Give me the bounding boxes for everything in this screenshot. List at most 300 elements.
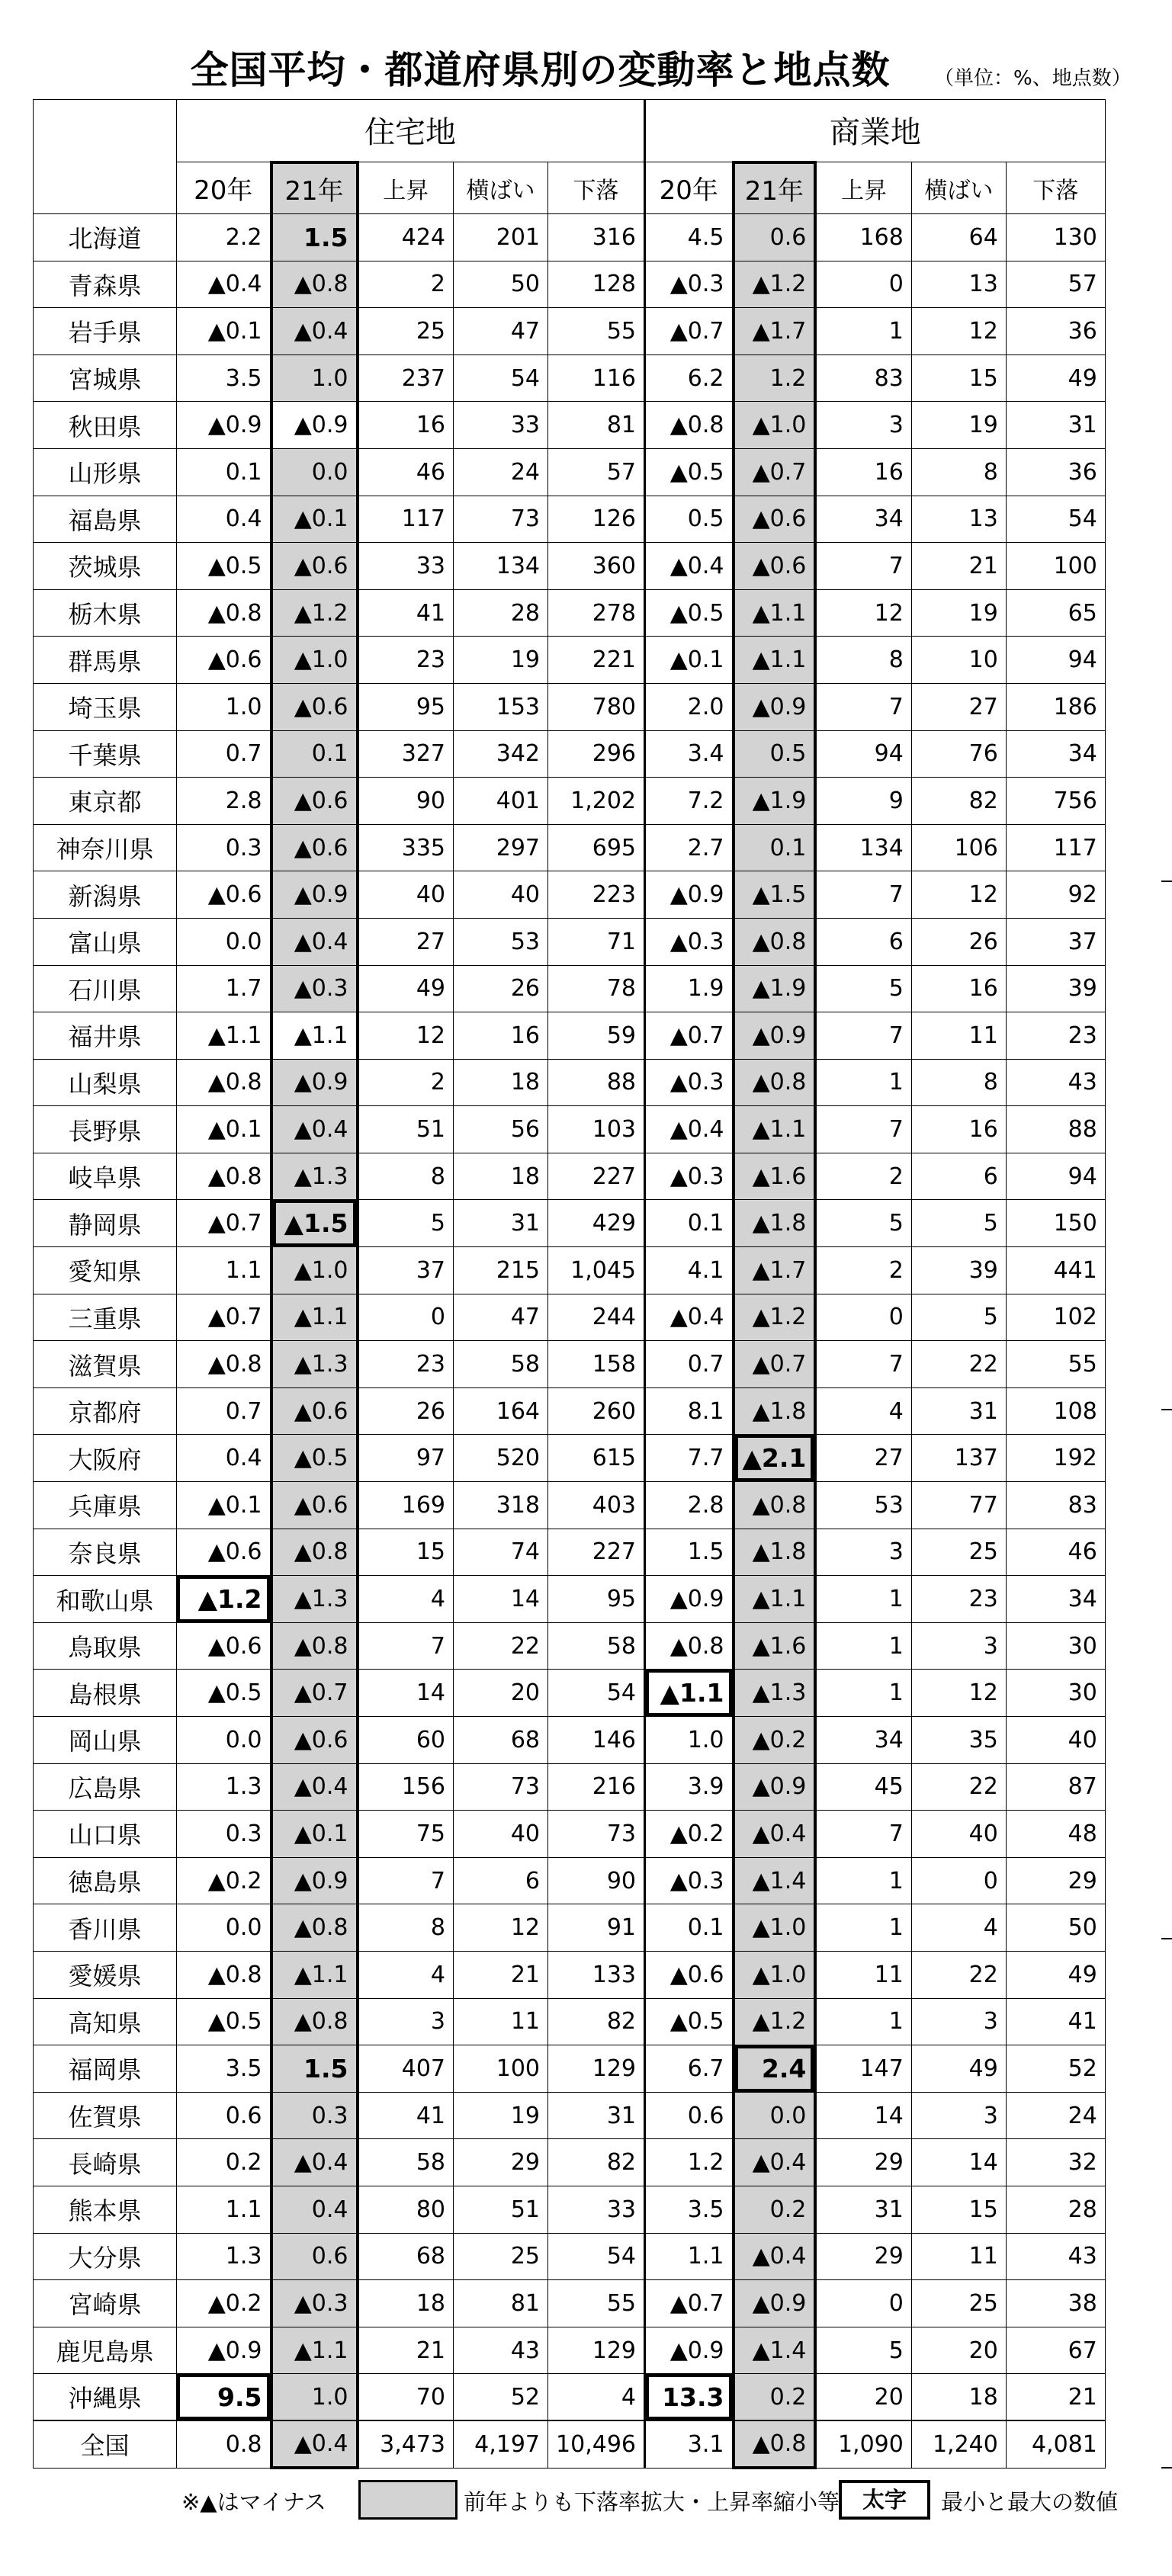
cell-res-21: ▲1.1 — [271, 2327, 358, 2374]
table-row — [34, 730, 1106, 778]
table-row — [34, 543, 1106, 590]
cell-res-down: 1,045 — [548, 1247, 645, 1294]
margin-tick — [1161, 1938, 1172, 1939]
pref-name: 山梨県 — [34, 1059, 177, 1106]
cell-res-up: 117 — [358, 496, 454, 543]
cell-res-20: 1.1 — [177, 1247, 271, 1294]
price-change-table — [33, 99, 1106, 2469]
cell-com-down: 54 — [1006, 496, 1105, 543]
cell-com-21: ▲1.8 — [734, 1387, 816, 1435]
cell-res-up: 70 — [358, 2374, 454, 2421]
cell-com-21: ▲1.5 — [734, 871, 816, 919]
legend — [0, 2478, 1172, 2523]
cell-res-up: 80 — [358, 2186, 454, 2233]
cell-res-flat: 14 — [454, 1576, 548, 1623]
table-row — [34, 1857, 1106, 1904]
table-row — [34, 1247, 1106, 1294]
table-row — [34, 637, 1106, 684]
cell-com-20: ▲0.9 — [645, 1576, 734, 1623]
pref-name: 茨城県 — [34, 543, 177, 590]
cell-com-20: 7.7 — [645, 1435, 734, 1482]
cell-com-flat: 137 — [911, 1435, 1006, 1482]
cell-com-up: 14 — [815, 2092, 911, 2139]
cell-res-21: ▲0.4 — [271, 2139, 358, 2186]
pref-name: 静岡県 — [34, 1200, 177, 1247]
cell-res-21: ▲0.4 — [271, 308, 358, 355]
cell-res-21: ▲0.4 — [271, 1763, 358, 1811]
cell-com-flat: 8 — [911, 448, 1006, 496]
cell-com-up: 9 — [815, 778, 911, 825]
cell-res-flat: 134 — [454, 543, 548, 590]
cell-res-21: ▲0.4 — [271, 2420, 358, 2468]
pref-name: 岐阜県 — [34, 1153, 177, 1200]
cell-com-21: ▲1.1 — [734, 637, 816, 684]
cell-res-up: 8 — [358, 1153, 454, 1200]
subheader-res-21: 21年 — [271, 162, 358, 214]
cell-res-20: ▲0.8 — [177, 1059, 271, 1106]
cell-com-flat: 35 — [911, 1717, 1006, 1764]
cell-res-flat: 54 — [454, 354, 548, 402]
cell-com-up: 134 — [815, 824, 911, 871]
cell-res-flat: 50 — [454, 261, 548, 308]
cell-res-up: 23 — [358, 1341, 454, 1388]
pref-name: 埼玉県 — [34, 683, 177, 730]
cell-res-up: 33 — [358, 543, 454, 590]
cell-res-21: ▲0.3 — [271, 965, 358, 1012]
cell-res-20: 0.3 — [177, 824, 271, 871]
pref-name: 香川県 — [34, 1904, 177, 1952]
cell-com-flat: 82 — [911, 778, 1006, 825]
cell-com-down: 441 — [1006, 1247, 1105, 1294]
cell-com-down: 108 — [1006, 1387, 1105, 1435]
pref-name: 徳島県 — [34, 1857, 177, 1904]
cell-com-flat: 25 — [911, 2280, 1006, 2327]
cell-com-up: 29 — [815, 2233, 911, 2280]
cell-com-20: ▲0.8 — [645, 1622, 734, 1670]
cell-res-down: 278 — [548, 589, 645, 637]
cell-res-20: 0.4 — [177, 1435, 271, 1482]
cell-res-up: 97 — [358, 1435, 454, 1482]
cell-com-down: 36 — [1006, 308, 1105, 355]
pref-name: 神奈川県 — [34, 824, 177, 871]
cell-res-flat: 6 — [454, 1857, 548, 1904]
cell-com-down: 88 — [1006, 1106, 1105, 1153]
cell-com-20: 0.7 — [645, 1341, 734, 1388]
cell-res-20: ▲0.6 — [177, 1622, 271, 1670]
cell-res-flat: 18 — [454, 1153, 548, 1200]
cell-com-down: 65 — [1006, 589, 1105, 637]
cell-res-down: 129 — [548, 2045, 645, 2093]
cell-com-flat: 12 — [911, 871, 1006, 919]
cell-res-up: 3 — [358, 1998, 454, 2045]
cell-res-flat: 153 — [454, 683, 548, 730]
cell-res-flat: 28 — [454, 589, 548, 637]
table-row — [34, 1387, 1106, 1435]
cell-com-20: 6.7 — [645, 2045, 734, 2093]
cell-com-20: ▲0.4 — [645, 1294, 734, 1341]
cell-res-flat: 12 — [454, 1904, 548, 1952]
subheader-res-up: 上昇 — [358, 162, 454, 214]
cell-res-flat: 40 — [454, 1811, 548, 1858]
cell-com-up: 147 — [815, 2045, 911, 2093]
table-row — [34, 683, 1106, 730]
cell-res-up: 0 — [358, 1294, 454, 1341]
cell-com-20: ▲0.9 — [645, 2327, 734, 2374]
cell-res-20: ▲1.1 — [177, 1012, 271, 1060]
cell-res-up: 4 — [358, 1951, 454, 1998]
cell-com-20: 1.0 — [645, 1717, 734, 1764]
cell-com-20: ▲0.7 — [645, 2280, 734, 2327]
cell-res-up: 169 — [358, 1482, 454, 1529]
cell-com-up: 0 — [815, 2280, 911, 2327]
cell-com-21: ▲1.2 — [734, 1294, 816, 1341]
legend-grey-label: 前年よりも下落率拡大・上昇率縮小等 — [464, 2489, 840, 2515]
cell-com-20: ▲0.8 — [645, 402, 734, 449]
cell-com-21: 0.1 — [734, 824, 816, 871]
cell-res-20: ▲0.1 — [177, 308, 271, 355]
pref-name: 広島県 — [34, 1763, 177, 1811]
cell-res-20: 9.5 — [177, 2374, 271, 2421]
cell-res-up: 51 — [358, 1106, 454, 1153]
cell-com-flat: 10 — [911, 637, 1006, 684]
cell-com-20: ▲0.5 — [645, 1998, 734, 2045]
cell-com-21: ▲0.2 — [734, 1717, 816, 1764]
subheader-res-20: 20年 — [177, 162, 271, 214]
pref-name: 秋田県 — [34, 402, 177, 449]
table-row — [34, 965, 1106, 1012]
cell-res-down: 296 — [548, 730, 645, 778]
cell-com-up: 27 — [815, 1435, 911, 1482]
pref-name: 山形県 — [34, 448, 177, 496]
cell-com-flat: 1,240 — [911, 2420, 1006, 2468]
cell-com-flat: 49 — [911, 2045, 1006, 2093]
cell-res-flat: 297 — [454, 824, 548, 871]
cell-res-up: 90 — [358, 778, 454, 825]
cell-com-21: ▲1.1 — [734, 1576, 816, 1623]
cell-res-flat: 342 — [454, 730, 548, 778]
pref-name: 大阪府 — [34, 1435, 177, 1482]
table-row — [34, 308, 1106, 355]
cell-res-down: 55 — [548, 2280, 645, 2327]
cell-res-down: 129 — [548, 2327, 645, 2374]
cell-res-20: ▲0.6 — [177, 1529, 271, 1576]
cell-res-21: ▲0.8 — [271, 261, 358, 308]
table-row — [34, 2374, 1106, 2421]
cell-res-flat: 100 — [454, 2045, 548, 2093]
cell-com-down: 117 — [1006, 824, 1105, 871]
cell-res-21: ▲1.1 — [271, 1012, 358, 1060]
table-row — [34, 214, 1106, 261]
cell-res-20: 0.3 — [177, 1811, 271, 1858]
cell-com-up: 31 — [815, 2186, 911, 2233]
cell-com-down: 756 — [1006, 778, 1105, 825]
cell-res-20: 3.5 — [177, 354, 271, 402]
group-header-commercial: 商業地 — [645, 100, 1106, 162]
cell-res-up: 41 — [358, 589, 454, 637]
cell-res-up: 41 — [358, 2092, 454, 2139]
cell-res-up: 407 — [358, 2045, 454, 2093]
pref-name: 大分県 — [34, 2233, 177, 2280]
cell-com-21: ▲0.9 — [734, 1012, 816, 1060]
cell-res-flat: 19 — [454, 2092, 548, 2139]
cell-com-21: ▲1.2 — [734, 1998, 816, 2045]
cell-com-20: ▲0.5 — [645, 589, 734, 637]
cell-com-up: 1 — [815, 1904, 911, 1952]
cell-res-down: 33 — [548, 2186, 645, 2233]
cell-com-21: ▲1.9 — [734, 965, 816, 1012]
pref-name: 山口県 — [34, 1811, 177, 1858]
cell-com-up: 29 — [815, 2139, 911, 2186]
cell-com-21: ▲1.6 — [734, 1622, 816, 1670]
cell-res-21: ▲1.3 — [271, 1576, 358, 1623]
cell-res-21: ▲0.6 — [271, 543, 358, 590]
cell-res-up: 26 — [358, 1387, 454, 1435]
cell-com-up: 45 — [815, 1763, 911, 1811]
cell-com-up: 4 — [815, 1387, 911, 1435]
cell-res-21: ▲0.3 — [271, 2280, 358, 2327]
cell-com-flat: 15 — [911, 2186, 1006, 2233]
cell-com-up: 53 — [815, 1482, 911, 1529]
cell-com-flat: 31 — [911, 1387, 1006, 1435]
cell-com-21: ▲1.7 — [734, 308, 816, 355]
cell-com-flat: 4 — [911, 1904, 1006, 1952]
cell-com-flat: 3 — [911, 2092, 1006, 2139]
cell-com-21: ▲0.8 — [734, 1059, 816, 1106]
cell-com-21: ▲1.8 — [734, 1200, 816, 1247]
cell-res-21: ▲0.9 — [271, 1857, 358, 1904]
cell-com-flat: 11 — [911, 1012, 1006, 1060]
national-row — [34, 2420, 1106, 2468]
cell-res-21: 0.6 — [271, 2233, 358, 2280]
cell-res-down: 216 — [548, 1763, 645, 1811]
pref-name: 福岡県 — [34, 2045, 177, 2093]
cell-com-down: 43 — [1006, 2233, 1105, 2280]
cell-res-20: ▲0.5 — [177, 1670, 271, 1717]
cell-res-down: 82 — [548, 2139, 645, 2186]
cell-res-down: 695 — [548, 824, 645, 871]
cell-res-20: 0.7 — [177, 1387, 271, 1435]
cell-com-20: ▲0.6 — [645, 1951, 734, 1998]
cell-com-down: 32 — [1006, 2139, 1105, 2186]
cell-res-up: 49 — [358, 965, 454, 1012]
cell-com-21: ▲1.0 — [734, 402, 816, 449]
cell-res-down: 58 — [548, 1622, 645, 1670]
table-row — [34, 1341, 1106, 1388]
cell-res-flat: 31 — [454, 1200, 548, 1247]
cell-res-21: ▲0.1 — [271, 1811, 358, 1858]
cell-res-21: ▲0.6 — [271, 683, 358, 730]
cell-res-20: 1.0 — [177, 683, 271, 730]
cell-res-20: 3.5 — [177, 2045, 271, 2093]
cell-com-20: 7.2 — [645, 778, 734, 825]
cell-res-20: 2.2 — [177, 214, 271, 261]
cell-res-up: 335 — [358, 824, 454, 871]
cell-res-21: 1.5 — [271, 214, 358, 261]
table-row — [34, 2139, 1106, 2186]
table-row — [34, 1576, 1106, 1623]
cell-com-up: 0 — [815, 261, 911, 308]
cell-com-flat: 16 — [911, 965, 1006, 1012]
pref-name: 新潟県 — [34, 871, 177, 919]
cell-res-up: 68 — [358, 2233, 454, 2280]
cell-res-up: 46 — [358, 448, 454, 496]
table-row — [34, 871, 1106, 919]
cell-com-21: ▲0.9 — [734, 683, 816, 730]
cell-com-up: 83 — [815, 354, 911, 402]
table-row — [34, 918, 1106, 965]
cell-com-flat: 20 — [911, 2327, 1006, 2374]
cell-res-20: ▲0.6 — [177, 637, 271, 684]
cell-res-up: 3,473 — [358, 2420, 454, 2468]
cell-com-20: 1.2 — [645, 2139, 734, 2186]
cell-com-down: 192 — [1006, 1435, 1105, 1482]
cell-com-flat: 21 — [911, 543, 1006, 590]
pref-name: 滋賀県 — [34, 1341, 177, 1388]
pref-name: 佐賀県 — [34, 2092, 177, 2139]
cell-com-21: ▲1.0 — [734, 1951, 816, 1998]
cell-com-20: ▲0.4 — [645, 543, 734, 590]
cell-res-flat: 73 — [454, 496, 548, 543]
legend-bold-box: 太字 — [839, 2480, 930, 2520]
cell-com-down: 94 — [1006, 1153, 1105, 1200]
cell-res-flat: 51 — [454, 2186, 548, 2233]
cell-res-20: ▲0.8 — [177, 1341, 271, 1388]
cell-com-up: 12 — [815, 589, 911, 637]
pref-name: 和歌山県 — [34, 1576, 177, 1623]
table-row — [34, 1012, 1106, 1060]
cell-com-down: 37 — [1006, 918, 1105, 965]
cell-com-down: 92 — [1006, 871, 1105, 919]
cell-com-21: ▲0.4 — [734, 1811, 816, 1858]
cell-com-up: 7 — [815, 1106, 911, 1153]
cell-com-flat: 3 — [911, 1998, 1006, 2045]
cell-com-down: 94 — [1006, 637, 1105, 684]
table-row — [34, 1482, 1106, 1529]
cell-res-down: 31 — [548, 2092, 645, 2139]
cell-res-down: 90 — [548, 1857, 645, 1904]
table-row — [34, 1153, 1106, 1200]
cell-com-20: ▲0.9 — [645, 871, 734, 919]
cell-res-21: ▲0.6 — [271, 824, 358, 871]
cell-res-flat: 53 — [454, 918, 548, 965]
cell-com-up: 1 — [815, 1857, 911, 1904]
cell-res-21: ▲0.9 — [271, 402, 358, 449]
cell-com-20: ▲0.5 — [645, 448, 734, 496]
cell-res-up: 21 — [358, 2327, 454, 2374]
cell-com-down: 55 — [1006, 1341, 1105, 1388]
cell-res-up: 40 — [358, 871, 454, 919]
cell-com-up: 7 — [815, 1341, 911, 1388]
cell-res-20: 0.0 — [177, 918, 271, 965]
cell-com-20: ▲0.7 — [645, 1012, 734, 1060]
table-row — [34, 402, 1106, 449]
cell-com-down: 186 — [1006, 683, 1105, 730]
cell-res-21: ▲1.3 — [271, 1153, 358, 1200]
cell-com-21: 0.5 — [734, 730, 816, 778]
pref-name: 高知県 — [34, 1998, 177, 2045]
legend-minus-note: ※▲はマイナス — [181, 2489, 326, 2515]
cell-com-up: 5 — [815, 2327, 911, 2374]
cell-com-down: 57 — [1006, 261, 1105, 308]
cell-com-flat: 16 — [911, 1106, 1006, 1153]
pref-name: 愛知県 — [34, 1247, 177, 1294]
cell-com-20: 0.1 — [645, 1904, 734, 1952]
cell-com-down: 46 — [1006, 1529, 1105, 1576]
cell-com-20: 1.5 — [645, 1529, 734, 1576]
cell-res-20: ▲0.4 — [177, 261, 271, 308]
cell-res-20: 1.3 — [177, 1763, 271, 1811]
cell-com-down: 34 — [1006, 730, 1105, 778]
table-row — [34, 1763, 1106, 1811]
pref-name: 宮城県 — [34, 354, 177, 402]
cell-res-down: 103 — [548, 1106, 645, 1153]
cell-res-up: 14 — [358, 1670, 454, 1717]
cell-res-20: 0.6 — [177, 2092, 271, 2139]
pref-name: 京都府 — [34, 1387, 177, 1435]
cell-com-flat: 76 — [911, 730, 1006, 778]
cell-com-up: 1 — [815, 308, 911, 355]
cell-res-20: 1.3 — [177, 2233, 271, 2280]
cell-com-20: 4.5 — [645, 214, 734, 261]
cell-res-flat: 18 — [454, 1059, 548, 1106]
cell-com-down: 30 — [1006, 1622, 1105, 1670]
cell-res-up: 424 — [358, 214, 454, 261]
cell-res-down: 88 — [548, 1059, 645, 1106]
subheader-com-up: 上昇 — [815, 162, 911, 214]
table-row — [34, 1622, 1106, 1670]
cell-com-flat: 22 — [911, 1341, 1006, 1388]
cell-res-20: ▲0.2 — [177, 1857, 271, 1904]
cell-com-20: ▲0.2 — [645, 1811, 734, 1858]
cell-res-20: ▲0.1 — [177, 1106, 271, 1153]
cell-com-flat: 25 — [911, 1529, 1006, 1576]
cell-res-flat: 56 — [454, 1106, 548, 1153]
cell-res-flat: 21 — [454, 1951, 548, 1998]
cell-com-20: ▲0.4 — [645, 1106, 734, 1153]
cell-com-flat: 23 — [911, 1576, 1006, 1623]
table-row — [34, 2233, 1106, 2280]
table-row — [34, 824, 1106, 871]
cell-com-up: 1 — [815, 1998, 911, 2045]
cell-res-down: 244 — [548, 1294, 645, 1341]
cell-res-21: ▲1.1 — [271, 1294, 358, 1341]
cell-com-20: ▲0.3 — [645, 1857, 734, 1904]
cell-com-flat: 0 — [911, 1857, 1006, 1904]
cell-res-flat: 19 — [454, 637, 548, 684]
cell-res-flat: 33 — [454, 402, 548, 449]
cell-com-up: 2 — [815, 1247, 911, 1294]
cell-res-down: 221 — [548, 637, 645, 684]
cell-res-up: 95 — [358, 683, 454, 730]
cell-res-21: 1.0 — [271, 354, 358, 402]
cell-res-up: 8 — [358, 1904, 454, 1952]
cell-res-down: 57 — [548, 448, 645, 496]
cell-com-21: ▲0.4 — [734, 2233, 816, 2280]
cell-res-20: ▲0.1 — [177, 1482, 271, 1529]
cell-res-20: ▲0.7 — [177, 1294, 271, 1341]
subheader-com-21: 21年 — [734, 162, 816, 214]
table-row — [34, 1200, 1106, 1247]
cell-res-down: 71 — [548, 918, 645, 965]
cell-res-20: 0.7 — [177, 730, 271, 778]
cell-com-21: ▲1.1 — [734, 589, 816, 637]
cell-com-21: ▲0.7 — [734, 1341, 816, 1388]
pref-name: 全国 — [34, 2420, 177, 2468]
cell-res-21: ▲1.5 — [271, 1200, 358, 1247]
pref-name: 福井県 — [34, 1012, 177, 1060]
cell-com-flat: 5 — [911, 1294, 1006, 1341]
cell-res-down: 1,202 — [548, 778, 645, 825]
